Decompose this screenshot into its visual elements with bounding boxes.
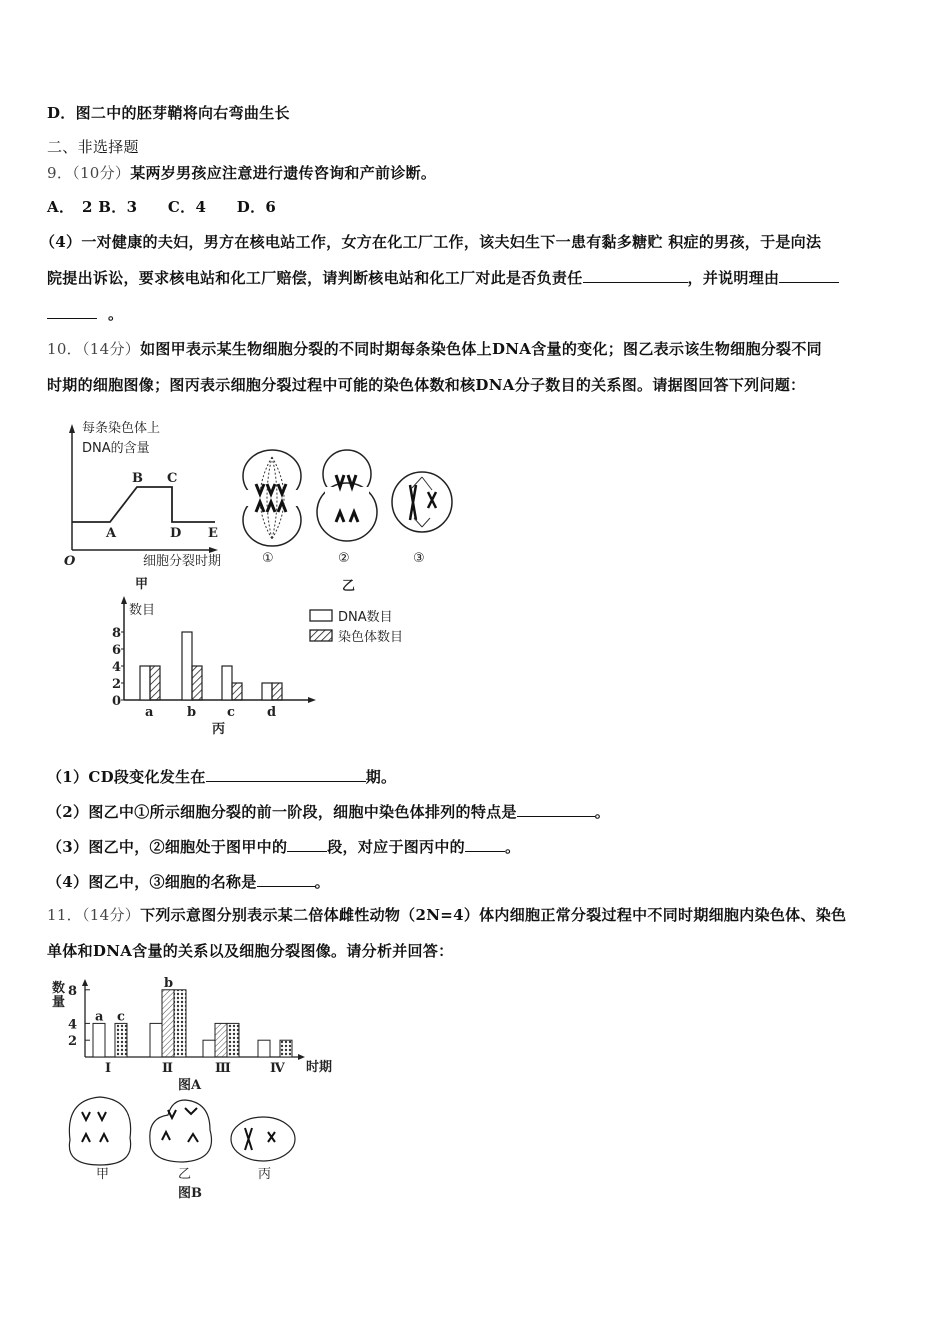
x-tick-label: a xyxy=(145,705,154,720)
figa-ylabel-1: 数 xyxy=(52,981,66,996)
bing-ylabel: 数目 xyxy=(129,603,156,618)
point-d: D xyxy=(170,526,182,541)
x-tick-label: Ⅲ xyxy=(215,1061,231,1076)
legend-chromosome-label: 染色体数目 xyxy=(338,630,404,645)
figure-a-chart xyxy=(52,976,332,1093)
y-tick-label: 6 xyxy=(112,643,122,658)
bar-b-2 xyxy=(162,990,174,1057)
x-tick-label: Ⅰ xyxy=(105,1061,112,1076)
section-title: 二、非选择题 xyxy=(47,138,139,156)
q9-options: A． 2 B．3 C．4 D．6 xyxy=(47,198,277,216)
cell-1-image xyxy=(243,450,301,546)
q10-4: （4）图乙中，③细胞的名称是 xyxy=(47,873,257,891)
x-tick-label: c xyxy=(227,705,235,720)
legend-dna-swatch xyxy=(310,610,332,621)
q10-4-end: 。 xyxy=(314,873,330,891)
q11-number: 11．（14分） xyxy=(47,906,141,924)
jia-origin: O xyxy=(64,554,76,569)
q9-text: 某两岁男孩应注意进行遗传咨询和产前诊断。 xyxy=(130,164,437,182)
bar-a-3 xyxy=(203,1040,215,1057)
jia-caption: 甲 xyxy=(135,577,149,592)
y-tick-label: 2 xyxy=(68,1034,78,1050)
answer-blank[interactable] xyxy=(206,767,366,782)
cell-bing-label: 丙 xyxy=(258,1167,272,1182)
bar-chromosome-c xyxy=(232,683,242,700)
bar-dna-a xyxy=(140,666,150,700)
q9-4-end: 。 xyxy=(108,305,124,323)
figure-bing-chart xyxy=(112,596,403,737)
bar-chromosome-d xyxy=(272,683,282,700)
q9-4-line2: 院提出诉讼，要求核电站和化工厂赔偿，请判断核电站和化工厂对此是否负责任 xyxy=(47,269,583,287)
q10-line2: 时期的细胞图像；图丙表示细胞分裂过程中可能的染色体数和核DNA分子数目的关系图。请据图回答下列问题： xyxy=(47,376,806,394)
figure-b xyxy=(69,1097,295,1201)
figb-caption: 图B xyxy=(178,1186,202,1201)
point-a: A xyxy=(106,526,117,541)
x-tick-label: Ⅱ xyxy=(162,1061,173,1076)
cell-yi-label: 乙 xyxy=(178,1167,192,1182)
cell-3-image xyxy=(392,472,452,532)
cell-bing-image xyxy=(231,1117,295,1161)
jia-xlabel: 细胞分裂时期 xyxy=(143,554,222,569)
y-tick-label: 4 xyxy=(68,1017,78,1033)
y-tick-label: 2 xyxy=(112,677,122,692)
option-d: D．图二中的胚芽鞘将向右弯曲生长 xyxy=(47,104,290,122)
point-b: B xyxy=(132,471,143,486)
q10-2-end: 。 xyxy=(594,803,611,821)
y-tick-label: 8 xyxy=(68,983,78,999)
figure-yi xyxy=(243,450,452,594)
cell-yi-image xyxy=(150,1100,212,1162)
q9-4-line2b: ，并说明理由 xyxy=(687,269,780,287)
answer-blank[interactable] xyxy=(465,837,505,852)
q10-line1: 如图甲表示某生物细胞分裂的不同时期每条染色体上DNA含量的变化；图乙表示该生物细胞分裂不同 xyxy=(140,340,822,358)
point-e: E xyxy=(208,526,218,541)
bar-c-2 xyxy=(174,990,186,1057)
bar-a-1 xyxy=(93,1023,105,1057)
cell-2-label: ② xyxy=(338,551,350,566)
cell-jia-image xyxy=(69,1097,130,1165)
y-tick-label: 8 xyxy=(112,626,122,641)
bar-label: c xyxy=(117,1009,125,1025)
q10-3: （3）图乙中，②细胞处于图甲中的 xyxy=(47,838,288,856)
yi-caption: 乙 xyxy=(342,579,356,594)
figa-caption: 图A xyxy=(178,1078,202,1093)
bar-c-4 xyxy=(280,1040,292,1057)
x-tick-label: b xyxy=(187,705,197,720)
bar-c-3 xyxy=(227,1023,239,1057)
q9-number: 9．（10分） xyxy=(47,164,131,182)
x-tick-label: Ⅳ xyxy=(270,1061,285,1076)
point-c: C xyxy=(167,471,178,486)
q11-line2: 单体和DNA含量的关系以及细胞分裂图像。请分析并回答： xyxy=(47,942,454,960)
legend-dna-label: DNA数目 xyxy=(338,610,393,625)
figa-ylabel-2: 量 xyxy=(52,995,66,1010)
bar-dna-c xyxy=(222,666,232,700)
q10-3-mid: 段，对应于图丙中的 xyxy=(327,838,465,856)
legend-chromosome-swatch xyxy=(310,630,332,641)
bar-a-2 xyxy=(150,1023,162,1057)
q10-3-end: 。 xyxy=(504,838,521,856)
bing-caption: 丙 xyxy=(212,722,226,737)
bar-a-4 xyxy=(258,1040,270,1057)
cell-3-label: ③ xyxy=(413,551,425,566)
answer-blank[interactable] xyxy=(287,837,327,852)
q10-number: 10．（14分） xyxy=(47,340,141,358)
y-tick-label: 0 xyxy=(112,694,122,709)
bar-label: a xyxy=(95,1009,104,1025)
answer-blank[interactable] xyxy=(257,872,315,887)
bar-label: b xyxy=(164,975,174,991)
q10-2: （2）图乙中①所示细胞分裂的前一阶段，细胞中染色体排列的特点是 xyxy=(47,803,517,821)
bar-b-3 xyxy=(215,1023,227,1057)
q10-1: （1）CD段变化发生在 xyxy=(47,768,206,786)
bar-dna-b xyxy=(182,632,192,700)
y-tick-label: 4 xyxy=(112,660,122,675)
cell-jia-label: 甲 xyxy=(96,1167,110,1182)
answer-blank[interactable] xyxy=(517,802,595,817)
x-tick-label: d xyxy=(267,705,277,720)
q11-line1: 下列示意图分别表示某二倍体雌性动物（2N=4）体内细胞正常分裂过程中不同时期细胞内染色体、染色 xyxy=(140,906,847,924)
bar-c-1 xyxy=(115,1023,127,1057)
q9-4-line1: （4）一对健康的夫妇，男方在核电站工作，女方在化工厂工作，该夫妇生下一患有黏多糖贮 积症的男孩，于是向法 xyxy=(40,233,822,251)
bar-chromosome-b xyxy=(192,666,202,700)
cell-1-label: ① xyxy=(262,551,274,566)
cell-2-image xyxy=(317,450,377,541)
jia-ylabel-1: 每条染色体上 xyxy=(82,421,161,436)
figure-jia xyxy=(64,420,221,592)
q10-1-end: 期。 xyxy=(365,768,397,786)
jia-ylabel-2: DNA的含量 xyxy=(82,441,150,456)
figa-xlabel: 时期 xyxy=(306,1060,333,1075)
bar-dna-d xyxy=(262,683,272,700)
bar-chromosome-a xyxy=(150,666,160,700)
